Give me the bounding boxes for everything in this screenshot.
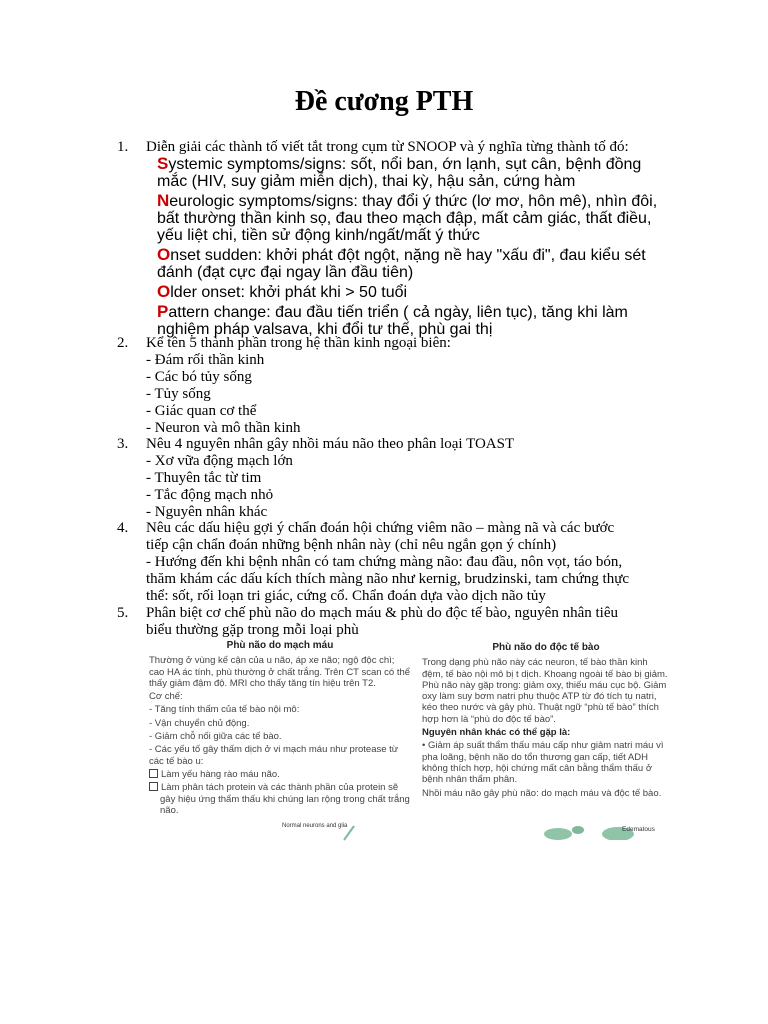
q2-number: 2. (117, 335, 129, 351)
q5-line: Phân biệt cơ chế phù não do mạch máu & phù do độc tế bào, nguyên nhân tiêu (146, 605, 618, 621)
box-intro: Thường ở vùng kế cận của u não, áp xe não; ngộ độc chì; cao HA ác tính, phù thường ở chất trắng. Trên CT scan có thể thấy giảm đậm độ. MRI cho thấy tăng tín hiệu trên T2. (149, 655, 411, 689)
q5-line: biểu thường gặp trong mỗi loại phù (146, 622, 359, 638)
list-item: - Tắc động mạch nhỏ (146, 487, 274, 503)
mech-item: - Các yếu tố gây thấm dịch ở vi mạch máu như protease từ các tế bào u: (149, 744, 399, 767)
q3-text: Nêu 4 nguyên nhân gây nhồi máu não theo phân loại TOAST (146, 436, 515, 452)
mech-item: - Vận chuyển chủ động. (149, 717, 250, 729)
q1-number: 1. (117, 139, 129, 155)
list-item: - Nguyên nhân khác (146, 504, 268, 520)
list-item: - Các bó tủy sống (146, 369, 252, 385)
snoop-item-s: Systemic symptoms/signs: sốt, nổi ban, ớn lạnh, sụt cân, bệnh đồng mắc (HIV, suy giảm miễn dịch), thai kỳ, hậu sản, cứng hàm (157, 154, 642, 190)
q4-line: thăm khám các dấu kích thích màng não như kernig, brudzinski, tam chứng thực (146, 571, 630, 587)
box-vasogenic-edema (149, 640, 411, 818)
list-item: - Thuyên tắc từ tim (146, 470, 262, 486)
list-item: - Neuron và mô thần kinh (146, 420, 301, 436)
q5-number: 5. (117, 605, 129, 621)
list-item: - Tủy sống (146, 386, 211, 402)
mech-item: - Tăng tính thấm của tế bào nội mô: (149, 704, 300, 716)
snoop-letter: N (157, 191, 170, 210)
list-item: - Giác quan cơ thể (146, 403, 257, 419)
snoop-item-o2: Older onset: khởi phát khi > 50 tuổi (157, 282, 408, 301)
list-item: - Đám rối thần kinh (146, 352, 265, 368)
snoop-letter: S (157, 154, 169, 173)
page-title: Đề cương PTH (294, 86, 474, 117)
box-intro: Trong dạng phù não này các neuron, tế bào thần kinh đệm, tế bào nội mô bị t dịch. Khoang ngoài tế bào bị giảm. Phù não này gặp trong: giảm oxy, thiếu máu cục bộ. Giảm oxy làm suy bơm natri phụ thuộc ATP từ đó tích tụ natri, kéo theo nước và gây phù. Thuật ngữ “phù tế bào” thích hợp hơn là “phù do độc tế bào”. (422, 657, 668, 725)
figure-caption: Normal neurons and glia (282, 823, 348, 829)
mech-item: - Giảm chỗ nối giữa các tế bào. (149, 731, 282, 743)
cause-label: Nguyên nhân khác có thể gặp là: (422, 727, 571, 739)
q4-line: Nêu các dấu hiệu gợi ý chẩn đoán hội chứng viêm não – màng nã và các bước (146, 520, 615, 536)
snoop-item-n: Neurologic symptoms/signs: thay đổi ý thức (lơ mơ, hôn mê), nhìn đôi, bất thường thần kinh sọ, đau theo mạch đập, mất cảm giác, thất điều, yếu liệt chi, tiền sử động kinh/ngất/mất ý thức (157, 191, 658, 244)
q4-line: tiếp cận chẩn đoán những bệnh nhân này (chỉ nêu ngắn gọn ý chính) (146, 537, 557, 553)
box-cytotoxic-edema (422, 642, 670, 801)
check-item: Làm phân tách protein và các thành phần của protein sẽ gây hiệu ứng thẩm thấu khi chúng lan rộng trong chất trắng não. (149, 782, 411, 816)
box-title: Phù não do độc tế bào (492, 642, 600, 653)
snoop-item-p: Pattern change: đau đầu tiến triển ( cả ngày, liên tục), tăng khi làm nghiệm pháp valsava, khi đổi tư thế, phù gai thị (157, 302, 628, 338)
figure-caption: Edematous (622, 826, 655, 833)
snoop-letter: O (157, 282, 171, 301)
box-note: Nhồi máu não gây phù não: do mạch máu và độc tế bào. (422, 787, 662, 799)
cause-text: • Giảm áp suất thẩm thấu máu cấp như giảm natri máu vì pha loãng, bệnh não do tổn thương gan cấp, tiết ADH không thích hợp, hội chứng mất cân bằng thẩm thấu ở bệnh nhân thẩm phân. (422, 740, 664, 786)
q2-text: Kể tên 5 thành phần trong hệ thần kinh ngoại biên: (146, 335, 451, 351)
q4-number: 4. (117, 520, 129, 536)
list-item: - Xơ vữa động mạch lớn (146, 453, 293, 469)
mech-label: Cơ chế: (149, 691, 183, 703)
snoop-letter: O (157, 245, 171, 264)
check-item: Làm yếu hàng rào máu não. (149, 769, 411, 780)
neuron-illustration (340, 822, 360, 842)
q4-line: - Hướng đến khi bệnh nhân có tam chứng màng não: đau đầu, nôn vọt, táo bón, (146, 554, 623, 570)
q3-number: 3. (117, 436, 129, 452)
checkbox-icon (149, 769, 158, 778)
box-title: Phù não do mạch máu (226, 640, 334, 651)
q1-text: Diễn giải các thành tố viết tắt trong cụm từ SNOOP và ý nghĩa từng thành tố đó: (146, 139, 629, 155)
snoop-list (157, 155, 697, 340)
q4-line: thể: sốt, rối loạn tri giác, cứng cổ. Chẩn đoán dựa vào dịch não tủy (146, 588, 546, 604)
checkbox-icon (149, 782, 158, 791)
snoop-letter: P (157, 302, 169, 321)
snoop-item-o1: Onset sudden: khởi phát đột ngột, nặng nề hay "xấu đi", đau kiểu sét đánh (đạt cực đại ngay lần đầu tiên) (157, 245, 646, 281)
